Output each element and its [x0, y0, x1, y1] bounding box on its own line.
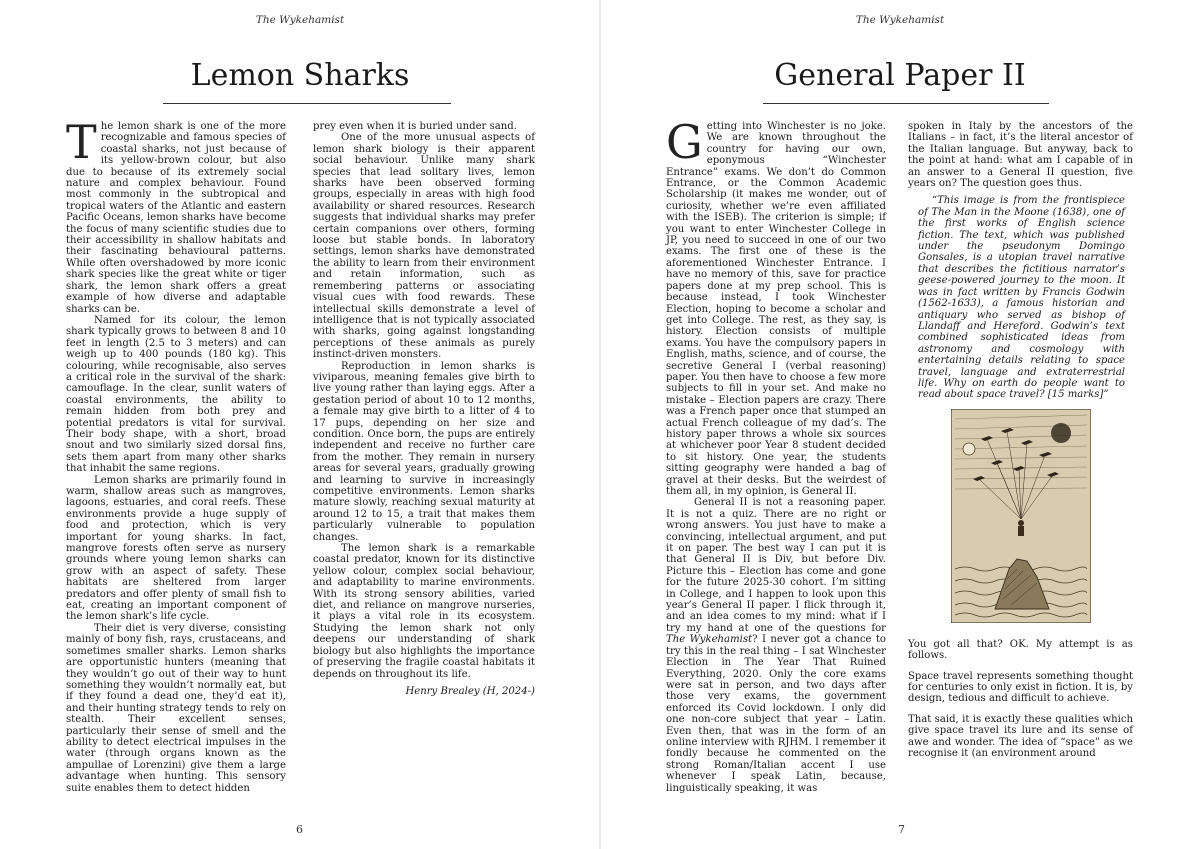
- flying-man-icon: [1018, 520, 1024, 536]
- paragraph: Reproduction in lemon sharks is viviparous, meaning females give birth to live young rather than laying eggs. After a gestation period of about 10 to 12 months, a female may give birth to a litter of 4 to 17 pups, depending on her size and condition. Once born, the pups are entirely independent and receive no further care from the mother. They remain in nursery areas for several years, gradually growing and learning to survive in increasingly competitive environments. Lemon sharks mature slowly, reaching sexual maturity at around 12 to 15, a trait that makes them particularly vulnerable to population changes.: [313, 360, 535, 543]
- paragraph: One of the more unusual aspects of lemon shark biology is their apparent social behaviour. Unlike many shark species that lead solitary lives, lemon sharks have been observed forming groups, especially in areas with high food availability or shared resources. Research suggests that individual sharks may prefer certain companions over others, forming loose but stable bonds. In laboratory settings, lemon sharks have demonstrated the ability to learn from their environment and retain information, such as remembering patterns or associating visual cues with food rewards. These intellectual skills demonstrate a level of intelligence that is not typically associated with sharks, going against longstanding perceptions of these animals as purely instinct-driven monsters.: [313, 132, 535, 361]
- running-header-right: The Wykehamist: [855, 14, 945, 26]
- title-rule-right: [763, 103, 1049, 104]
- page-number-left: 6: [296, 823, 303, 836]
- running-header-left: The Wykehamist: [255, 14, 345, 26]
- article-title-right: General Paper II: [774, 58, 1026, 93]
- paragraph: Their diet is very diverse, consisting mainly of bony fish, rays, crustaceans, and sometimes smaller sharks. Lemon sharks are opportunistic hunters (meaning that they wouldn’t go out of their way to hunt something they wouldn’t normally eat, but if they found a dead one, they’d eat it), and their hunting strategy tends to rely on stealth. Their excellent senses, particularly their sense of smell and the ability to detect electrical impulses in the water (through organs known as the ampullae of Lorenzini) give them a large advantage when hunting. This sensory suite enables them to detect hidden: [66, 622, 286, 794]
- left-column-1: [66, 115, 286, 794]
- left-column-2: [313, 121, 535, 697]
- paragraph: Space travel represents something thought for centuries to only exist in fiction. It is, by design, tedious and difficult to achieve.: [908, 670, 1133, 705]
- paragraph: [66, 115, 286, 315]
- drop-cap: T: [66, 115, 97, 169]
- right-column-2: [908, 121, 1133, 759]
- paragraph: [666, 115, 886, 497]
- title-rule-left: [163, 103, 451, 104]
- drop-cap: G: [666, 115, 703, 169]
- paragraph: prey even when it is buried under sand.: [313, 121, 517, 132]
- author-byline: Henry Brealey (H, 2024-): [405, 685, 535, 697]
- paragraph: That said, it is exactly these qualities which give space travel its lure and its sense of awe and wonder. The idea of “space” as we recognise it (an environment around: [908, 713, 1133, 759]
- quote-text: “This image is from the frontispiece of The Man in the Moone (1638), one of the first works of English science fiction. The text, which was published under the pseudonym Domingo Gonsales, is a utopian travel narrative that describes the fictitious narrator’s geese-powered journey to the moon. It was in fact written by Francis Godwin (1562-1633), a famous historian and antiquary who served as bishop of Llandaff and Hereford. Godwin’s text combined sophisticated ideas from astronomy and cosmology with entertaining details relating to space travel, language and extraterrestrial life. Why on earth do people want to read about space travel? [15 marks]”: [918, 195, 1125, 401]
- paragraph-text: General II is not a reasoning paper. It is not a quiz. There are no right or wrong answers. You just have to make a convincing, intellectual argument, and put it on paper. The best way I can put it is that General II is Div, but before Div. Picture this – Election has come and gone for the future 2025-30 cohort. I’m sitting in College, and I happen to look upon this year’s General II paper. I flick through it, and an idea comes to my mind: what if I try my hand at one of the questions for: [666, 497, 886, 634]
- paragraph-text: he lemon shark is one of the more recognizable and famous species of coastal sharks, not just because of its yellow-brown colour, but also due to because of its extremely social nature and complex behaviour. Found most commonly in the subtropical and tropical waters of the Atlantic and eastern Pacific Oceans, lemon sharks have become the focus of many scientific studies due to their accessibility in shallow habitats and their fascinating behavioural patterns. While often overshadowed by more iconic shark species like the great white or tiger shark, the lemon shark offers a great example of how diverse and adaptable sharks can be.: [66, 121, 286, 315]
- paragraph: [666, 497, 886, 794]
- paragraph: You got all that? OK. My attempt is as follows.: [908, 638, 1133, 662]
- paragraph: Lemon sharks are primarily found in warm, shallow areas such as mangroves, lagoons, estuaries, and coral reefs. These environments provide a huge supply of food and protection, which is very important for young sharks. In fact, mangrove forests often serve as nursery grounds where young lemon sharks can grow with an aspect of safety. These habitats are sheltered from larger predators and offer plenty of small fish to eat, creating an important component of the lemon shark’s life cycle.: [66, 474, 286, 623]
- paragraph: spoken in Italy by the ancestors of the Italians – in fact, it’s the literal ancestor of the Italian language. But anyway, back to the point at hand: what am I capable of in an answer to a General II question, five years on? The question goes thus.: [908, 121, 1133, 190]
- exam-question-quote: [908, 195, 1133, 400]
- frontispiece-illustration: [951, 409, 1091, 623]
- paragraph-text: ? I never got a chance to try this in the real thing – I sat Winchester Election in The Year That Ruined Everything, 2020. Only the core exams were sat in person, and two days after those very exams, the government enforced its Covid lockdown. I only did one non-core subject that year – Latin. Even then, that was in the form of an online interview with RJHM. I remember it fondly because he commented on the strong Roman/Italian accent I use whenever I speak Latin, because, linguistically speaking, it was: [666, 634, 887, 794]
- paragraph: Named for its colour, the lemon shark typically grows to between 8 and 10 feet in length (2.5 to 3 meters) and can weigh up to 400 pounds (180 kg). This colouring, while recognisable, also serves a critical role in the survival of the shark: camouflage. In the clear, sunlit waters of coastal environments, the ability to remain hidden from both prey and potential predators is vital for survival. Their body shape, with a short, broad snout and two similarly sized dorsal fins, sets them apart from many other sharks that inhabit the same regions.: [66, 314, 286, 475]
- sun-icon: [963, 443, 975, 455]
- article-title-left: Lemon Sharks: [190, 58, 410, 93]
- moon-icon: [1051, 423, 1071, 443]
- right-column-1: [666, 115, 887, 794]
- right-page: [600, 0, 1200, 849]
- publication-name: The Wykehamist: [666, 634, 753, 646]
- page-number-right: 7: [898, 823, 905, 836]
- paragraph: The lemon shark is a remarkable coastal predator, known for its distinctive yellow colour, complex social behaviour, and adaptability to marine environments. With its strong sensory abilities, varied diet, and reliance on mangrove nurseries, it plays a vital role in its ecosystem. Studying the lemon shark not only deepens our understanding of shark biology but also highlights the importance of preserving the fragile coastal habitats it depends on throughout its life.: [313, 543, 535, 680]
- paragraph-text: etting into Winchester is no joke. We are known throughout the country for having our own, eponymous “Winchester Entrance” exams. We don’t do Common Entrance, or the Common Academic Scholarship (it makes me wonder, out of curiosity, whether we’re even affiliated with the ISEB). The criterion is simple; if you want to enter Winchester College in JP, you need to succeed in one of our two exams. The first one of these is the aforementioned Winchester Entrance. I have no memory of this, save for practice papers done at my prep school. This is because instead, I took Winchester Election, hoping to become a scholar and get into College. The rest, as they say, is history. Election consists of multiple exams. You have the compulsory papers in English, maths, science, and of course, the secretive General I (verbal reasoning) paper. You then have to choose a few more subjects to fill in your set. And make no mistake – Election papers are crazy. There was a French paper once that stumped an actual French colleague of my dad’s. The history paper throws a whole six sources at whichever poor Year 8 student decided to sit history. One year, the students sitting geography were handed a bag of gravel at their desks. But the weirdest of them all, in my opinion, is General II.: [666, 121, 886, 497]
